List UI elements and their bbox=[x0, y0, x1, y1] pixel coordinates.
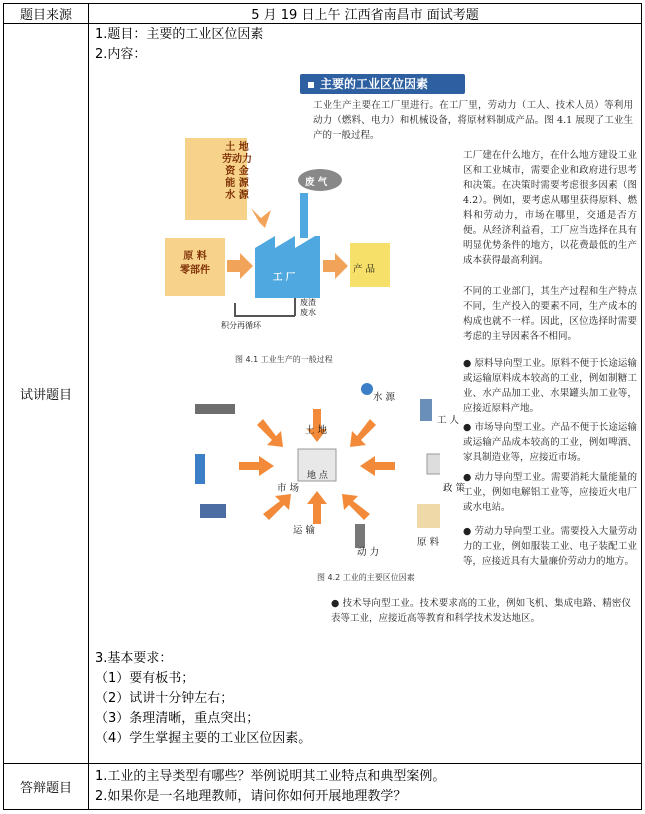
recycle-line bbox=[235, 303, 295, 316]
waste-water: 废水 bbox=[300, 308, 316, 317]
textbook-figure bbox=[95, 66, 640, 646]
input-energy: 能 源 bbox=[225, 178, 249, 189]
raw-material-icon bbox=[417, 504, 440, 528]
input-water: 水 源 bbox=[225, 190, 249, 201]
trial-content bbox=[89, 24, 642, 764]
para-decision: 工厂建在什么地方，在什么地方建设工业区和工业城市，需要企业和政府进行思考和决策。在决策时需要考虑很多因素（图4.2）。例如，要考虑从哪里获得原料、燃料和劳动力，市场在哪里，交通是否方便。从经济利益看，工厂应当选择在具有明显优势条件的地方，以花费最低的生产成本获得最高利润。 bbox=[463, 150, 637, 266]
factor-land: 土 地 bbox=[305, 425, 328, 436]
arrow-product bbox=[323, 253, 348, 279]
factory-shape bbox=[255, 236, 320, 298]
requirement-2: （2）试讲十分钟左右； bbox=[95, 691, 234, 706]
para-raw-oriented: ● 原料导向型工业。原料不便于长途运输或运输原料成本较高的工业，例如制糖工业、水产品加工业、水果罐头加工业等，应接近原料产地。 bbox=[463, 358, 637, 414]
figure-banner bbox=[300, 74, 465, 94]
recycle-label: 积分再循环 bbox=[221, 321, 261, 330]
defense-question-1: 1.工业的主导类型有哪些？举例说明其工业特点和典型案例。 bbox=[95, 768, 446, 784]
defense-content bbox=[89, 764, 642, 810]
product-label: 产 品 bbox=[353, 264, 376, 275]
para-market-oriented: ● 市场导向型工业。产品不便于长途运输或运输产品成本较高的工业，例如啤酒、家具制造业等，应接近市场。 bbox=[463, 422, 637, 463]
banner-square-icon bbox=[308, 82, 314, 88]
exam-table bbox=[3, 3, 642, 810]
parts-text: 零部件 bbox=[180, 265, 210, 276]
source-value: 5 月 19 日上午 江西省南昌市 面试考题 bbox=[89, 4, 642, 24]
content-label: 2.内容： bbox=[95, 47, 147, 62]
defense-question-2: 2.如果你是一名地理教师，请问你如何开展地理教学？ bbox=[95, 788, 407, 804]
chimney bbox=[300, 193, 308, 238]
para-different: 不同的工业部门，其生产过程和生产特点不同，生产投入的要素不同，生产成本的构成也就不一样。因此，区位选择时需要考虑的主导因素各不相同。 bbox=[463, 286, 637, 342]
requirement-3: （3）条理清晰，重点突出； bbox=[95, 711, 260, 726]
trial-label: 试讲题目 bbox=[4, 24, 89, 764]
input-labor: 劳动力 bbox=[222, 154, 252, 165]
waste-gas-label: 废 气 bbox=[305, 177, 328, 188]
para-power-oriented: ● 动力导向型工业。需要消耗大量能量的工业，例如电解铝工业等，应接近火电厂或水电站。 bbox=[463, 472, 637, 513]
factory-label: 工 厂 bbox=[273, 272, 296, 283]
input-capital: 资 金 bbox=[225, 166, 249, 177]
fig2-diagram bbox=[195, 374, 440, 554]
land-icon bbox=[195, 404, 235, 414]
waste-slag: 废渣 bbox=[300, 298, 316, 307]
requirement-4: （4）学生掌握主要的工业区位因素。 bbox=[95, 731, 312, 746]
requirement-1: （1）要有板书； bbox=[95, 671, 195, 686]
factor-transport: 运 输 bbox=[293, 525, 316, 536]
input-land: 土 地 bbox=[225, 142, 249, 153]
factor-policy: 政 策 bbox=[443, 483, 466, 494]
para-labor-oriented: ● 劳动力导向型工业。需要投入大量劳动力的工业，例如服装工业、电子装配工业等，应接近具有大量廉价劳动力的地方。 bbox=[463, 526, 637, 567]
city-icon bbox=[195, 454, 205, 484]
fig1-diagram bbox=[155, 138, 395, 323]
factor-workers: 工 人 bbox=[437, 415, 460, 426]
fig2-caption: 图 4.2 工业的主要区位因素 bbox=[317, 573, 415, 582]
policy-building-icon bbox=[427, 454, 440, 474]
intro-paragraph: 工业生产主要在工厂里进行。在工厂里，劳动力（工人、技术人员）等利用动力（燃料、电力）和机械设备，将原材料制成产品。图 4.1 展现了工业生产的一般过程。 bbox=[313, 100, 633, 141]
center-label: 地 点 bbox=[307, 471, 328, 481]
truck-icon bbox=[200, 504, 226, 518]
inputs-label bbox=[217, 142, 257, 202]
requirements-title: 3.基本要求： bbox=[95, 651, 173, 666]
arrow-inputs bbox=[251, 208, 271, 228]
waste-label bbox=[300, 298, 316, 318]
worker-icon bbox=[420, 399, 432, 421]
factor-market: 市 场 bbox=[277, 483, 300, 494]
fig1-caption: 图 4.1 工业生产的一般过程 bbox=[235, 355, 333, 364]
factor-power: 动 力 bbox=[357, 547, 380, 558]
source-label: 题目来源 bbox=[4, 4, 89, 24]
topic-line: 1.题目：主要的工业区位因素 bbox=[95, 27, 264, 42]
arrow-raw bbox=[227, 253, 253, 279]
water-icon bbox=[361, 383, 373, 395]
factor-water: 水 源 bbox=[373, 392, 396, 403]
banner-text: 主要的工业区位因素 bbox=[320, 77, 429, 91]
raw-material-label bbox=[169, 250, 221, 278]
defense-label: 答辩题目 bbox=[4, 764, 89, 810]
factor-raw-material: 原 料 bbox=[417, 537, 440, 548]
para-technology-oriented: ● 技术导向型工业。技术要求高的工业，例如飞机、集成电路、精密仪表等工业，应接近高等教育和科学技术发达地区。 bbox=[331, 598, 631, 624]
raw-material-text: 原 料 bbox=[183, 251, 207, 262]
